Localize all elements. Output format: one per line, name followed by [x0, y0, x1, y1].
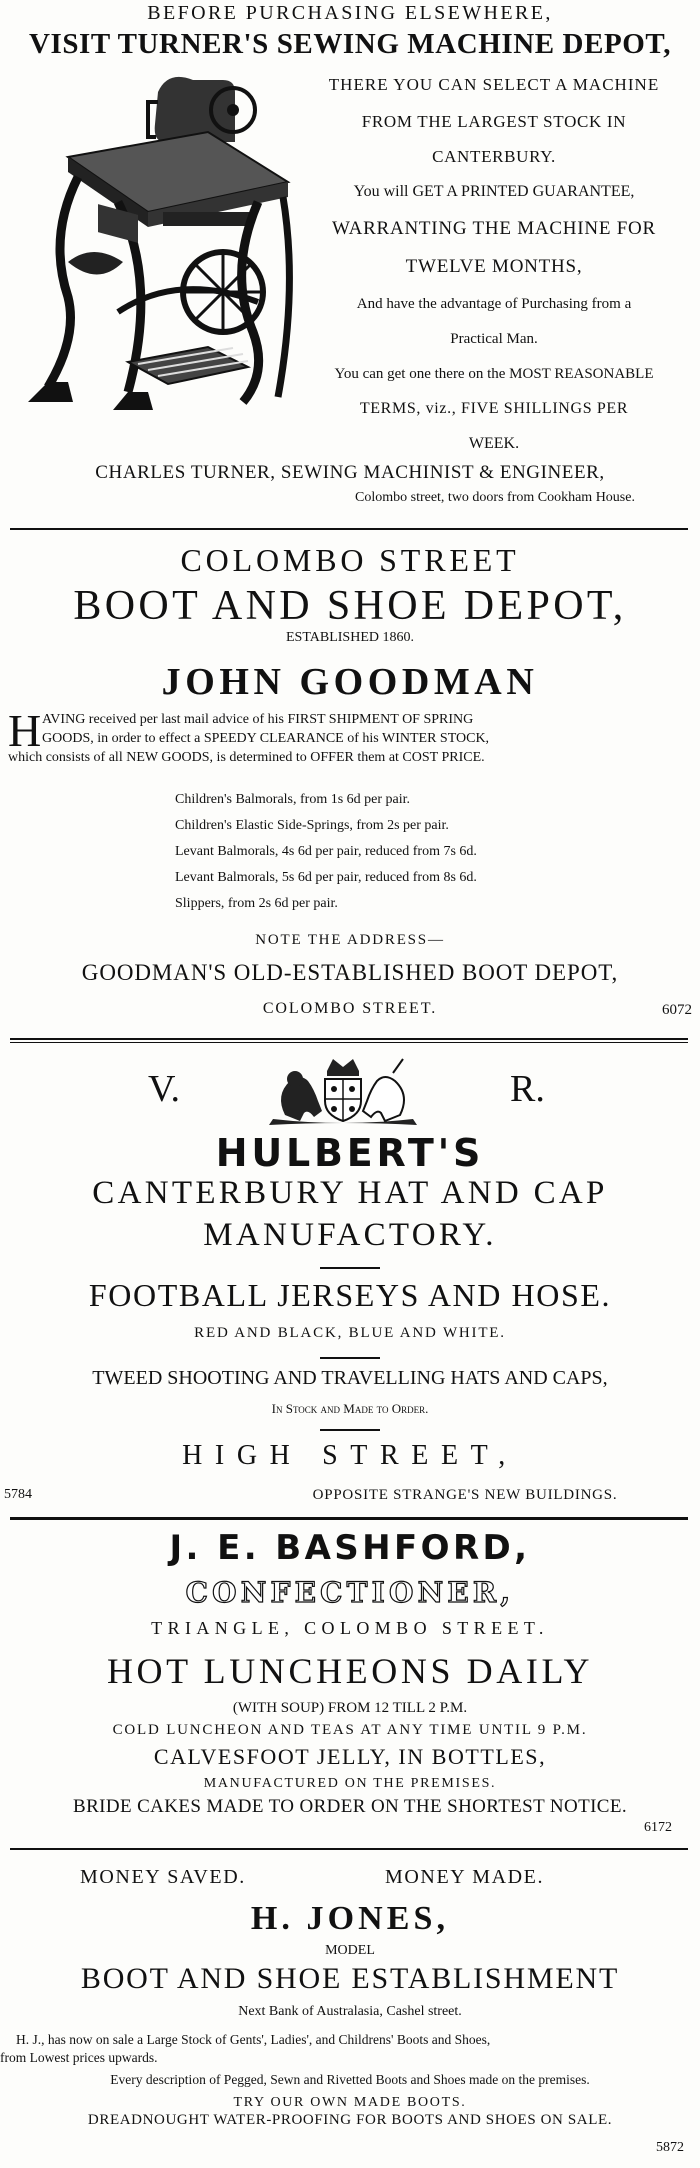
goodman-established: ESTABLISHED 1860. — [286, 630, 414, 645]
hulbert-football: FOOTBALL JERSEYS AND HOSE. — [88, 1277, 612, 1313]
goodman-drop-cap: H — [8, 705, 42, 756]
jones-ref-number: 5872 — [656, 2140, 684, 2155]
goodman-address-line-1: GOODMAN'S OLD-ESTABLISHED BOOT DEPOT, — [81, 960, 619, 985]
goodman-ref-number: 6072 — [662, 1002, 692, 1018]
divider-rule — [10, 1517, 688, 1520]
hulbert-hat-ad — [0, 1045, 700, 1525]
bashford-trade: CONFECTIONER, — [185, 1576, 515, 1609]
bashford-jelly: CALVESFOOT JELLY, IN BOTTLES, — [153, 1744, 547, 1769]
jones-dreadnought: DREADNOUGHT WATER-PROOFING FOR BOOTS AND SHOES ON SALE. — [87, 2112, 613, 2128]
goodman-intro-line-2: GOODS, in order to effect a SPEEDY CLEARANCE of his WINTER STOCK, — [42, 731, 490, 746]
jones-location: Next Bank of Australasia, Cashel street. — [238, 2004, 462, 2019]
goodman-intro-line-1: AVING received per last mail advice of his FIRST SHIPMENT OF SPRING — [42, 712, 474, 727]
bashford-address: TRIANGLE, COLOMBO STREET. — [151, 1618, 549, 1638]
goodman-boot-depot-ad — [0, 530, 700, 1040]
turner-proprietor: CHARLES TURNER, SEWING MACHINIST & ENGINEER, — [95, 462, 605, 483]
hulbert-stock: In Stock and Made to Order. — [271, 1401, 429, 1416]
jones-money-saved: MONEY SAVED. — [80, 1866, 246, 1888]
short-rule — [320, 1429, 380, 1431]
jones-boot-shoe-ad — [0, 1850, 700, 2168]
divider-rule — [10, 1042, 688, 1043]
hulbert-title-line-1: CANTERBURY HAT AND CAP — [92, 1175, 608, 1211]
bashford-ref-number: 6172 — [644, 1820, 672, 1835]
hulbert-tweed: TWEED SHOOTING AND TRAVELLING HATS AND CAPS, — [92, 1367, 608, 1389]
bashford-lunch: HOT LUNCHEONS DAILY — [106, 1651, 594, 1691]
turner-sewing-machine-ad — [0, 0, 700, 530]
goodman-item: Slippers, from 2s 6d per pair. — [175, 896, 338, 911]
jones-body-line-3: Every description of Pegged, Sewn and Rivetted Boots and Shoes made on the premises. — [110, 2072, 590, 2087]
hulbert-r: R. — [510, 1068, 545, 1110]
turner-body-line-10: TERMS, viz., FIVE SHILLINGS PER — [359, 400, 629, 417]
bashford-cold: COLD LUNCHEON AND TEAS AT ANY TIME UNTIL 9 P.M. — [112, 1722, 588, 1738]
bashford-name: J. E. BASHFORD, — [169, 1528, 531, 1568]
hulbert-street: HIGH STREET, — [182, 1440, 518, 1471]
divider-rule — [10, 1038, 688, 1040]
short-rule — [320, 1267, 380, 1269]
goodman-street: COLOMBO STREET — [180, 542, 520, 578]
hulbert-v: V. — [148, 1068, 181, 1110]
goodman-item: Children's Elastic Side-Springs, from 2s per pair. — [175, 818, 449, 833]
jones-try: TRY OUR OWN MADE BOOTS. — [233, 2095, 467, 2110]
jones-model: MODEL — [325, 1943, 375, 1958]
jones-name: H. JONES, — [250, 1900, 450, 1937]
hulbert-name: HULBERT'S — [215, 1131, 485, 1175]
bashford-manufactured: MANUFACTURED ON THE PREMISES. — [203, 1776, 497, 1791]
hulbert-opposite: OPPOSITE STRANGE'S NEW BUILDINGS. — [312, 1487, 618, 1503]
goodman-name: JOHN GOODMAN — [161, 661, 539, 703]
turner-body-line-7: And have the advantage of Purchasing from a — [356, 296, 632, 312]
goodman-depot-title: BOOT AND SHOE DEPOT, — [73, 583, 627, 629]
turner-headline: VISIT TURNER'S SEWING MACHINE DEPOT, — [28, 28, 672, 60]
bashford-soup: (WITH SOUP) FROM 12 TILL 2 P.M. — [232, 1700, 468, 1716]
turner-body-line-5: WARRANTING THE MACHINE FOR — [332, 218, 656, 239]
turner-body-line-2: FROM THE LARGEST STOCK IN — [361, 112, 627, 131]
royal-coat-of-arms-icon — [255, 1053, 430, 1125]
turner-body-line-8: Practical Man. — [450, 331, 538, 347]
turner-body-line-6: TWELVE MONTHS, — [405, 256, 583, 277]
goodman-item: Children's Balmorals, from 1s 6d per pair. — [175, 792, 411, 807]
bashford-bride-cakes: BRIDE CAKES MADE TO ORDER ON THE SHORTEST NOTICE. — [73, 1796, 627, 1817]
turner-body-line-1: THERE YOU CAN SELECT A MACHINE — [328, 75, 660, 94]
goodman-intro-line-3: which consists of all NEW GOODS, is determined to OFFER them at COST PRICE. — [8, 750, 485, 765]
short-rule — [320, 1357, 380, 1359]
jones-money-made: MONEY MADE. — [385, 1866, 545, 1888]
turner-body-line-4: You will GET A PRINTED GUARANTEE, — [353, 183, 635, 200]
jones-establishment: BOOT AND SHOE ESTABLISHMENT — [80, 1962, 620, 1995]
turner-body-line-3: CANTERBURY. — [432, 147, 556, 166]
turner-address: Colombo street, two doors from Cookham House. — [355, 490, 635, 505]
jones-body-line-2: from Lowest prices upwards. — [0, 2050, 158, 2065]
hulbert-colors: RED AND BLACK, BLUE AND WHITE. — [194, 1325, 506, 1341]
goodman-note: NOTE THE ADDRESS— — [255, 932, 445, 948]
turner-top-line: BEFORE PURCHASING ELSEWHERE, — [147, 2, 553, 24]
goodman-item: Levant Balmorals, 5s 6d per pair, reduced from 8s 6d. — [175, 870, 477, 885]
bashford-confectioner-ad — [0, 1522, 700, 1862]
goodman-item: Levant Balmorals, 4s 6d per pair, reduced from 7s 6d. — [175, 844, 477, 859]
turner-body-line-11: WEEK. — [468, 435, 520, 452]
jones-body-line-1: H. J., has now on sale a Large Stock of Gents', Ladies', and Childrens' Boots and Shoes, — [16, 2032, 491, 2047]
sewing-machine-illustration — [8, 62, 293, 417]
goodman-address-line-2: COLOMBO STREET. — [262, 1000, 438, 1017]
turner-body-line-9: You can get one there on the MOST REASONABLE — [334, 366, 654, 382]
hulbert-ref-number: 5784 — [4, 1487, 32, 1502]
hulbert-title-line-2: MANUFACTORY. — [203, 1217, 497, 1253]
